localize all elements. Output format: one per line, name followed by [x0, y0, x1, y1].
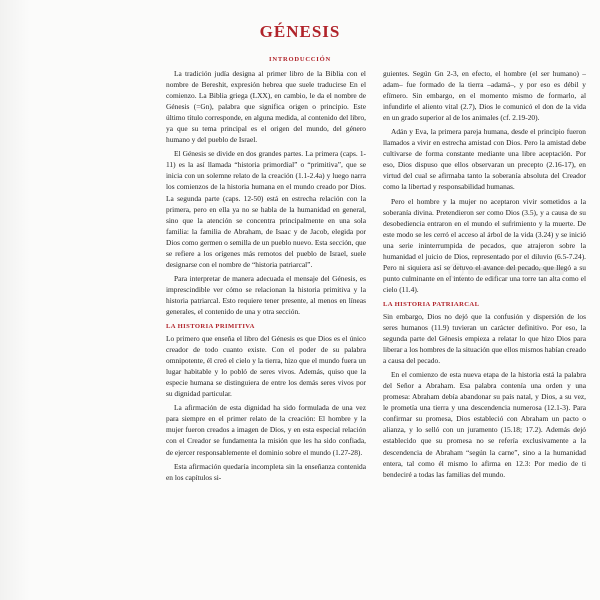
- intro-paragraph-2: El Génesis se divide en dos grandes partes. La primera (caps. 1-11) es la así llamada “historia primordial” o “primitiva”, que se inicia con un solemne relato de la creación (1.1-2.4a) y luego narra los comienzos de la historia humana en el mundo creado por Dios. La segunda parte (caps. 12-50) está en estrecha relación con la primera, pero en ella ya no se habla de la humanidad en general, sino que la atención se concentra principalmente en una sola familia: la familia de Abraham, de Isaac y de Jacob, elegida por Dios como germen o semilla de un pueblo nuevo. Esta sección, que se refiere a los orígenes más remotos del pueblo de Israel, suele designarse con el nombre de “historia patriarcal”.: [166, 149, 366, 269]
- intro-paragraph-3: Para interpretar de manera adecuada el mensaje del Génesis, es imprescindible ver cómo se relacionan la historia primitiva y la historia patriarcal. Esto requiere tener presente, al menos en líneas generales, el contenido de una y otra sección.: [166, 273, 366, 316]
- continuation-paragraph: guientes. Según Gn 2-3, en efecto, el hombre (el ser humano) –adam– fue formado de la tierra –adamá–, y por eso es débil y efímero. Sin embargo, en el momento mismo de formarlo, al infundirle el aliento vital (2.7), Dios le comunicó el don de la vida en un grado superior al de los animales (cf. 2.19-20).: [383, 69, 586, 123]
- intro-paragraph-1: La tradición judía designa al primer libro de la Biblia con el nombre de Bereshit, expresión hebrea que suele traducirse En el comienzo. La Biblia griega (LXX), en cambio, le da el nombre de Génesis (=Gn), palabra que significa origen o principio. Este último título corresponde, en alguna medida, al contenido del libro, ya que su tema principal es el origen del mundo, del género humano y del pueblo de Israel.: [166, 69, 366, 145]
- heading-historia-primitiva: LA HISTORIA PRIMITIVA: [166, 323, 255, 331]
- patriarcal-paragraph-1: Sin embargo, Dios no dejó que la confusión y dispersión de los seres humanos (11.9) tuvieran un carácter definitivo. Por eso, la segunda parte del Génesis empieza a relatar lo que hizo Dios para liberar a los hombres de la situación que ellos mismos habían creado a causa del pecado.: [383, 311, 586, 366]
- primitiva-paragraph-1: Lo primero que enseña el libro del Génesis es que Dios es el único creador de todo cuanto existe. Con el poder de su palabra omnipotente, él creó el cielo y la tierra, hizo que el mundo fuera un lugar habitable y lo pobló de seres vivos. Además, quiso que la especie humana se distinguiera de entre los demás seres vivos por su dignidad particular.: [166, 334, 366, 399]
- primitiva-paragraph-3: Esta afirmación quedaría incompleta sin la enseñanza contenida en los capítulos si-: [166, 461, 366, 482]
- pecado-paragraph: Pero el hombre y la mujer no aceptaron vivir sometidos a la soberanía divina. Pretendieron ser como Dios (3.5), y a causa de su desobediencia entraron en el mundo el sufrimiento y la muerte. De este modo se les cerró el acceso al árbol de la vida (3.24) y se inició una serie ininterrumpida de pecados, que atrajeron sobre la humanidad el juicio de Dios, representado por el diluvio (6.5-7.24). Pero ni siquiera así se detuvo el avance del pecado, que llegó a su punto culminante en el intento de edificar una torre tan alta como el cielo (11.4).: [383, 196, 586, 294]
- left-column: [166, 68, 366, 486]
- adan-eva-paragraph: Adán y Eva, la primera pareja humana, desde el principio fueron llamados a vivir en estrecha amistad con Dios. Pero la amistad debe cultivarse de forma constante mediante una libre aceptación. Por eso, Dios dispuso que ellos observaran un precepto (2.16-17), en virtud del cual se afirmaba tanto la soberanía absoluta del Creador como la libertad y responsabilidad humanas.: [383, 127, 586, 192]
- book-title: GÉNESIS: [259, 22, 341, 41]
- primitiva-paragraph-2: La afirmación de esta dignidad ha sido formulada de una vez para siempre en el primer relato de la creación: El hombre y la mujer fueron creados a imagen de Dios, y en esta especial relación con el Creador se fundamenta la misión que les ha sido confiada, de ejercer responsablemente el dominio sobre el mundo (1.27-28).: [166, 403, 366, 457]
- patriarcal-paragraph-2: En el comienzo de esta nueva etapa de la historia está la palabra del Señor a Abraham. Esa palabra contenía una orden y una promesa: Abraham debía abandonar su país natal, y Dios, a su vez, le prometía una tierra y una descendencia numerosa (12.1-3). Para confirmar su promesa, Dios estableció con Abraham un pacto o alianza, y lo selló con un juramento (15.18; 17.2). Además dejó establecido que su promesa no se refería exclusivamente a la descendencia de Abraham “según la carne”, sino a la humanidad entera, tal como él mismo lo afirma en 12.3: Por medio de ti bendeciré a todas las familias del mundo.: [383, 370, 586, 479]
- page-gutter-shadow: [0, 0, 30, 600]
- section-subtitle: INTRODUCCIÓN: [269, 56, 331, 63]
- right-column: [383, 68, 586, 483]
- heading-historia-patriarcal: LA HISTORIA PATRIARCAL: [383, 300, 480, 308]
